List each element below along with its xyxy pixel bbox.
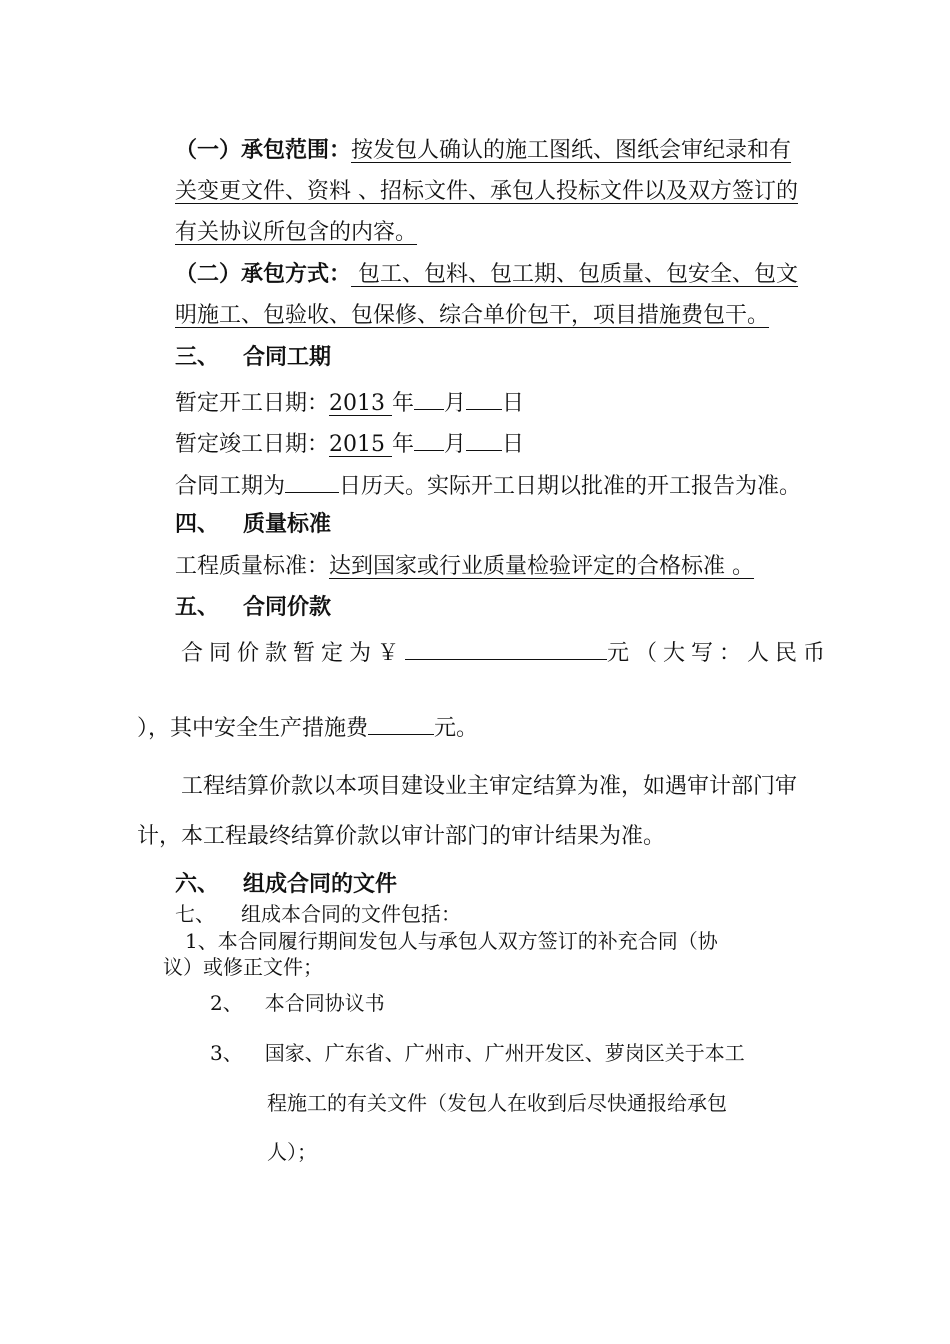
quality-line bbox=[175, 556, 754, 578]
method-text-1: 包工、包料、包工期、包质量、包安全、包文 bbox=[351, 262, 799, 287]
scope-line-1 bbox=[175, 140, 791, 162]
duration-heading bbox=[175, 347, 331, 369]
doc-item-3-line-2: 程施工的有关文件（发包人在收到后尽快通报给承包 bbox=[267, 1091, 727, 1115]
doc-item-2-text: 本合同协议书 bbox=[264, 991, 385, 1015]
duration-pre: 合同工期为 bbox=[175, 474, 286, 499]
method-label: （二）承包方式： bbox=[175, 262, 352, 287]
end-day-unit: 日 bbox=[502, 432, 525, 457]
scope-text-3: 有关协议所包含的内容。 bbox=[175, 220, 418, 245]
contract-docs-heading-text: 组成合同的文件 bbox=[243, 872, 398, 897]
doc-item-2 bbox=[210, 993, 385, 1013]
quality-heading-num: 四、 bbox=[175, 512, 220, 537]
quality-label: 工程质量标准： bbox=[175, 554, 330, 579]
duration-days-blank bbox=[285, 472, 339, 493]
duration-heading-text: 合同工期 bbox=[243, 345, 332, 370]
end-year: 2015 bbox=[329, 432, 392, 457]
doc-item-3-text-1: 国家、广东省、广州市、广州开发区、萝岗区关于本工 bbox=[264, 1041, 745, 1065]
price-heading bbox=[175, 597, 331, 619]
doc-item-3-line-1 bbox=[210, 1043, 745, 1063]
contract-docs-heading bbox=[175, 874, 397, 896]
duration-post: 日历天。实际开工日期以批准的开工报告为准。 bbox=[339, 474, 802, 499]
start-month-unit: 月 bbox=[444, 391, 467, 416]
doc-item-1-line-2: 议）或修正文件； bbox=[163, 955, 323, 979]
duration-line bbox=[175, 472, 801, 498]
quality-value: 达到国家或行业质量检验评定的合格标准 。 bbox=[329, 554, 755, 579]
start-year-unit: 年 bbox=[392, 391, 415, 416]
quality-heading-text: 质量标准 bbox=[243, 512, 332, 537]
end-day-blank bbox=[466, 430, 502, 451]
end-month-blank bbox=[414, 430, 444, 451]
scope-label: （一）承包范围： bbox=[175, 138, 352, 163]
docs-list-heading-text: 组成本合同的文件包括： bbox=[241, 902, 461, 926]
quality-heading bbox=[175, 514, 331, 536]
safety-line bbox=[137, 714, 478, 740]
price-amount-blank bbox=[405, 639, 607, 660]
end-date-label: 暂定竣工日期： bbox=[175, 432, 330, 457]
price-line bbox=[181, 639, 831, 665]
duration-heading-num: 三、 bbox=[175, 345, 220, 370]
method-text-2: 明施工、包验收、包保修、综合单价包干，项目措施费包干。 bbox=[175, 303, 770, 328]
end-date-line bbox=[175, 430, 524, 456]
price-pre: 合同价款暂定为￥ bbox=[181, 641, 406, 666]
docs-list-heading bbox=[175, 904, 461, 924]
scope-text-1: 按发包人确认的施工图纸、图纸会审纪录和有 bbox=[351, 138, 792, 163]
doc-item-3-num: 3、 bbox=[210, 1041, 243, 1065]
safety-amount-blank bbox=[368, 714, 434, 735]
doc-item-1-line-1: 1、本合同履行期间发包人与承包人双方签订的补充合同（协 bbox=[185, 929, 718, 953]
price-heading-text: 合同价款 bbox=[243, 595, 332, 620]
start-year: 2013 bbox=[329, 391, 392, 416]
start-month-blank bbox=[414, 389, 444, 410]
end-year-unit: 年 bbox=[392, 432, 415, 457]
settlement-line-2: 计，本工程最终结算价款以审计部门的审计结果为准。 bbox=[137, 824, 666, 849]
price-post: 元（大写：人民币 bbox=[607, 641, 832, 666]
start-date-line bbox=[175, 389, 524, 415]
safety-pre: ），其中安全生产措施费 bbox=[137, 716, 369, 741]
start-date-label: 暂定开工日期： bbox=[175, 391, 330, 416]
scope-text-2: 关变更文件、资料 、招标文件、承包人投标文件以及双方签订的 bbox=[175, 179, 798, 204]
doc-item-2-num: 2、 bbox=[210, 991, 243, 1015]
contract-docs-heading-num: 六、 bbox=[175, 872, 220, 897]
docs-list-heading-num: 七、 bbox=[175, 902, 215, 926]
doc-item-3-line-3: 人）； bbox=[267, 1140, 317, 1164]
start-day-blank bbox=[466, 389, 502, 410]
start-day-unit: 日 bbox=[502, 391, 525, 416]
end-month-unit: 月 bbox=[444, 432, 467, 457]
safety-post: 元。 bbox=[434, 716, 479, 741]
method-line-1 bbox=[175, 264, 798, 286]
price-heading-num: 五、 bbox=[175, 595, 220, 620]
settlement-line-1: 工程结算价款以本项目建设业主审定结算为准，如遇审计部门审 bbox=[181, 774, 798, 799]
